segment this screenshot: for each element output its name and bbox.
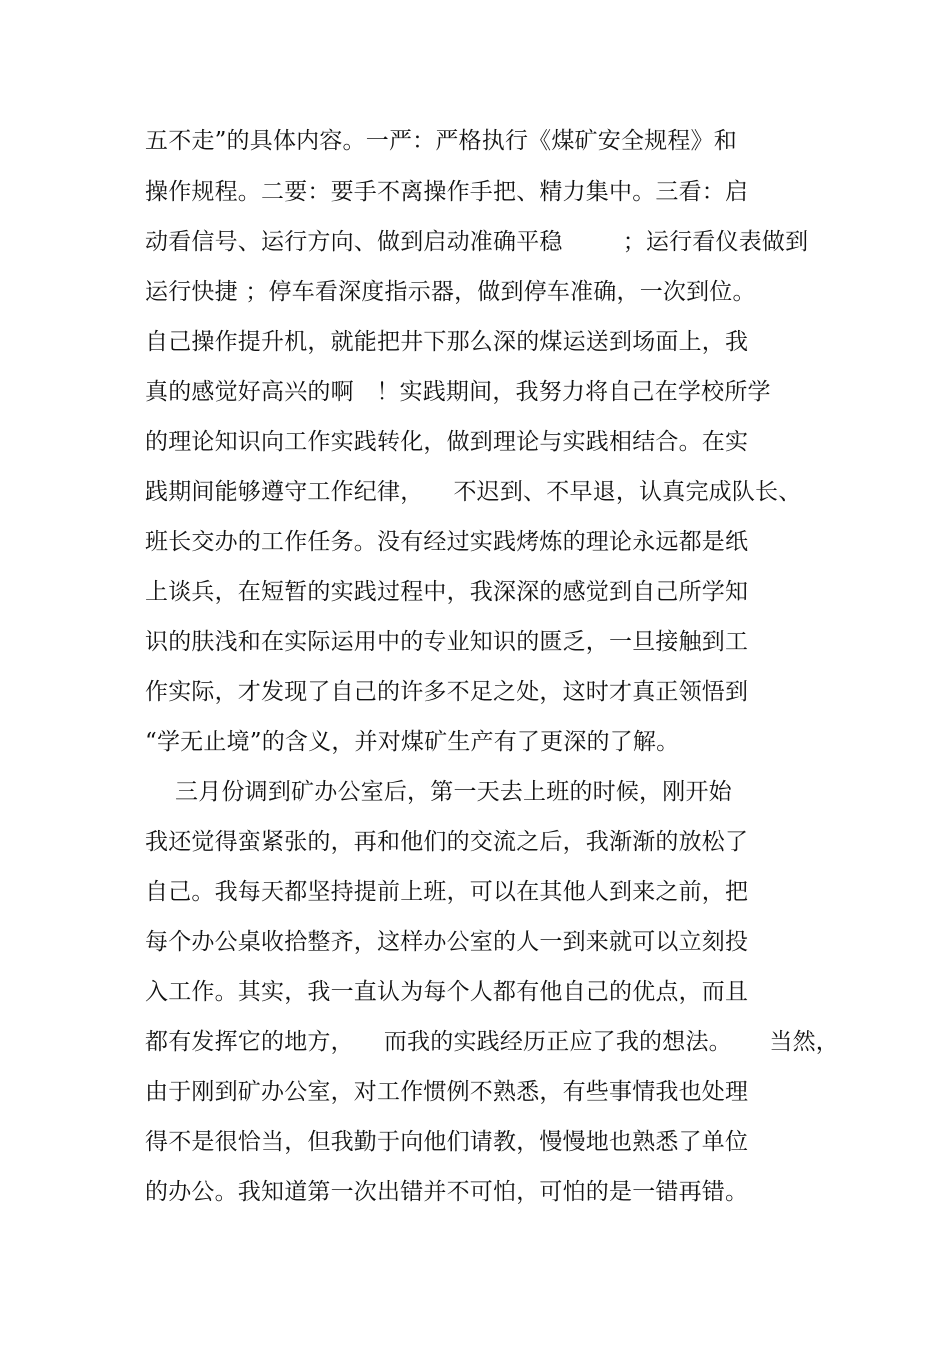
text-line-7: 的理论知识向工作实践转化，做到理论与实践相结合。在实 [145, 429, 749, 455]
text-line-17: 每个办公桌收拾整齐，这样办公室的人一到来就可以立刻投 [145, 929, 749, 955]
text-line-4: 运行快捷 ；停车看深度指示器，做到停车准确，一次到位。 [145, 279, 756, 305]
text-line-16: 自己。我每天都坚持提前上班，可以在其他人到来之前，把 [145, 879, 749, 905]
text-line-5: 自己操作提升机，就能把井下那么深的煤运送到场面上，我 [145, 329, 749, 355]
text-line-18: 入工作。其实，我一直认为每个人都有他自己的优点，而且 [145, 979, 749, 1005]
text-line-6: 真的感觉好高兴的啊 ！实践期间，我努力将自己在学校所学 [145, 379, 771, 405]
text-line-2: 操作规程。二要：要手不离操作手把、精力集中。三看：启 [145, 179, 749, 205]
text-line-15: 我还觉得蛮紧张的，再和他们的交流之后，我渐渐的放松了 [145, 829, 749, 855]
text-line-22: 的办公。我知道第一次出错并不可怕，可怕的是一错再错。 [145, 1179, 749, 1205]
text-line-10: 上谈兵，在短暂的实践过程中，我深深的感觉到自己所学知 [145, 579, 749, 605]
text-line-11: 识的肤浅和在实际运用中的专业知识的匮乏，一旦接触到工 [145, 629, 749, 655]
text-line-21: 得不是很恰当，但我勤于向他们请教，慢慢地也熟悉了单位 [145, 1129, 749, 1155]
text-line-3: 动看信号、运行方向、做到启动准确平稳 ；运行看仪表做到 [145, 229, 809, 255]
text-line-19: 都有发挥它的地方， 而我的实践经历正应了我的想法。 当然， [145, 1029, 839, 1055]
text-line-12: 作实际，才发现了自己的许多不足之处，这时才真正领悟到 [145, 679, 749, 705]
text-line-14: 三月份调到矿办公室后，第一天去上班的时候，刚开始 [145, 779, 732, 805]
text-line-20: 由于刚到矿办公室，对工作惯例不熟悉，有些事情我也处理 [145, 1079, 749, 1105]
text-line-13: “学无止境”的含义，并对煤矿生产有了更深的了解。 [145, 729, 680, 755]
text-line-8: 践期间能够遵守工作纪律， 不迟到、不早退，认真完成队长、 [145, 479, 802, 505]
text-line-9: 班长交办的工作任务。没有经过实践烤炼的理论永远都是纸 [145, 529, 749, 555]
text-line-1: 五不走”的具体内容。一严：严格执行《煤矿安全规程》和 [145, 128, 737, 154]
